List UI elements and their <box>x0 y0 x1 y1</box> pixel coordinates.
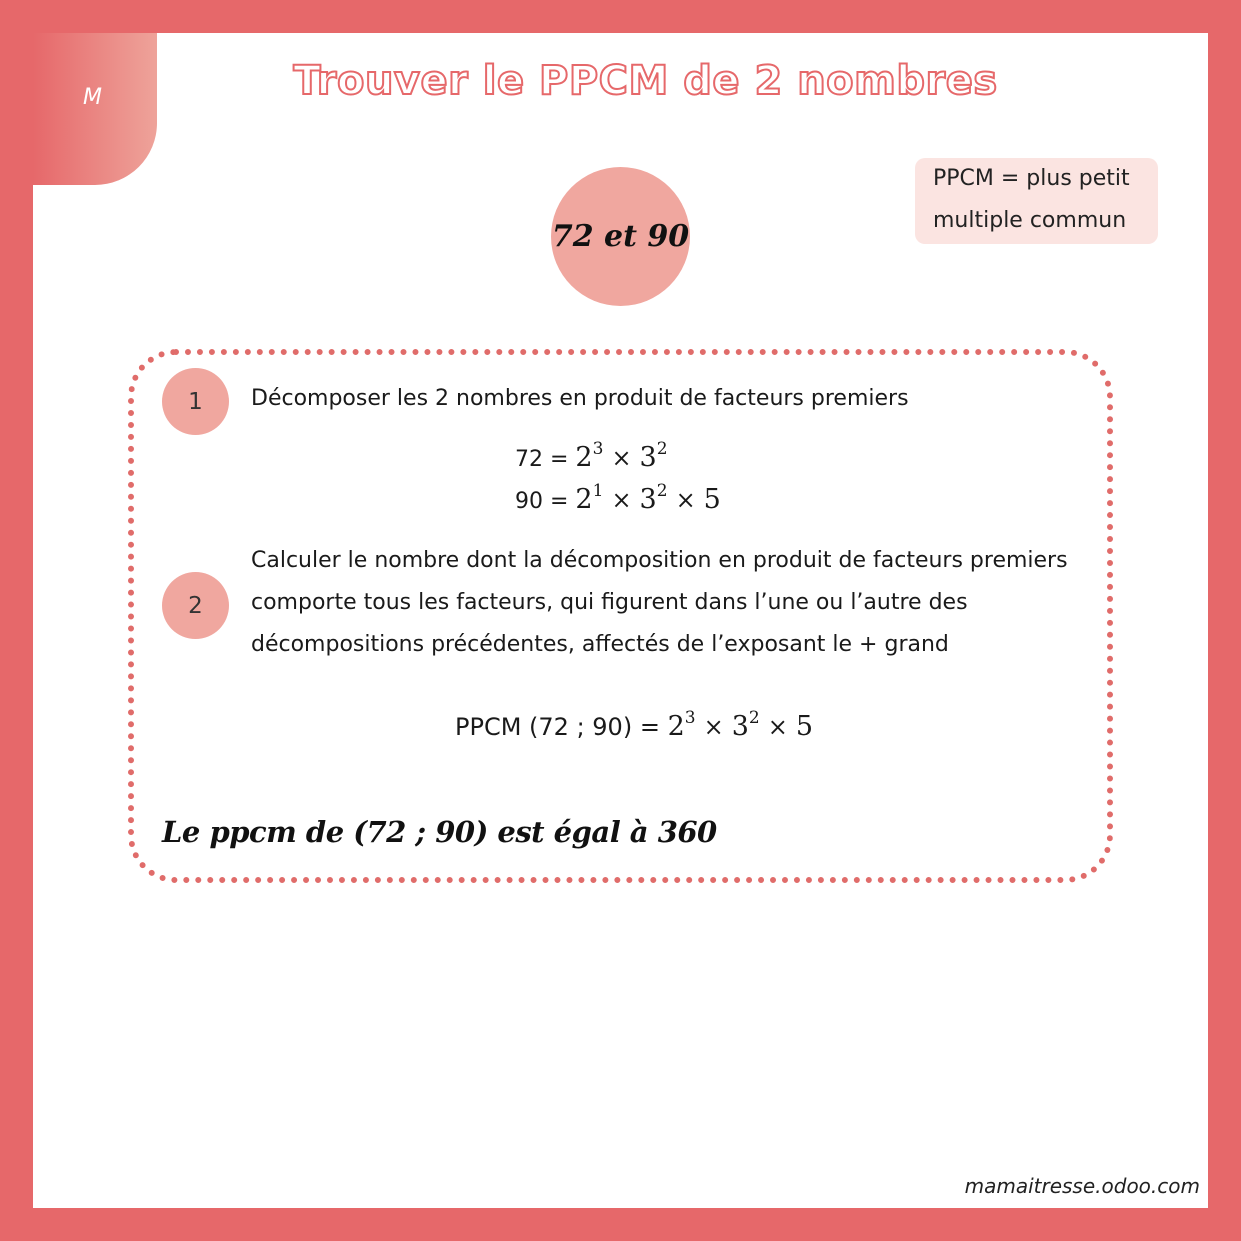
times-sign: × <box>703 713 724 741</box>
equation-ppcm-base-1: 2 <box>667 711 685 742</box>
page-title: Trouver le PPCM de 2 nombres <box>293 58 998 104</box>
equation-ppcm-base-3: 5 <box>795 711 814 742</box>
definition-text: PPCM = plus petit multiple commun <box>933 166 1130 233</box>
equation-90-exp-1: 1 <box>592 481 604 501</box>
equation-72-base-2: 3 <box>639 442 657 473</box>
step-2-text: Calculer le nombre dont la décomposition en produit de facteurs premiers comporte tous les facteurs, qui figurent dans l’une ou l’autre des décompositions précédentes, affectés de l’exposant le + grand <box>251 548 1068 657</box>
equation-90 <box>515 480 721 522</box>
numbers-circle <box>551 167 690 306</box>
times-sign: × <box>611 486 632 514</box>
conclusion-text: Le ppcm de (72 ; 90) est égal à 360 <box>162 815 717 849</box>
equation-90-base-1: 2 <box>575 484 593 515</box>
equation-90-exp-2: 2 <box>656 481 668 501</box>
definition-box <box>915 158 1158 244</box>
equation-ppcm-base-2: 3 <box>731 711 749 742</box>
equation-72-exp-1: 3 <box>592 439 604 459</box>
equation-90-label: 90 = <box>515 489 569 514</box>
step-1-text: Décomposer les 2 nombres en produit de facteurs premiers <box>251 386 909 411</box>
footer-website[interactable]: mamaitresse.odoo.com <box>964 1174 1200 1198</box>
times-sign: × <box>611 444 632 472</box>
equation-90-base-2: 3 <box>639 484 657 515</box>
equation-ppcm <box>455 707 813 747</box>
equation-72-base-1: 2 <box>575 442 593 473</box>
numbers-label: 72 et 90 <box>551 219 690 254</box>
step-1-badge: 1 <box>162 368 229 435</box>
equation-72-label: 72 = <box>515 447 569 472</box>
equation-ppcm-exp-2: 2 <box>748 708 760 728</box>
equation-72-exp-2: 2 <box>656 439 668 459</box>
times-sign: × <box>767 713 788 741</box>
corner-letter: M <box>83 85 102 110</box>
times-sign: × <box>675 486 696 514</box>
equation-90-base-3: 5 <box>703 484 721 515</box>
equation-ppcm-exp-1: 3 <box>684 708 696 728</box>
equation-ppcm-label: PPCM (72 ; 90) = <box>455 713 660 741</box>
equation-72 <box>515 438 668 480</box>
step-2-badge: 2 <box>162 572 229 639</box>
